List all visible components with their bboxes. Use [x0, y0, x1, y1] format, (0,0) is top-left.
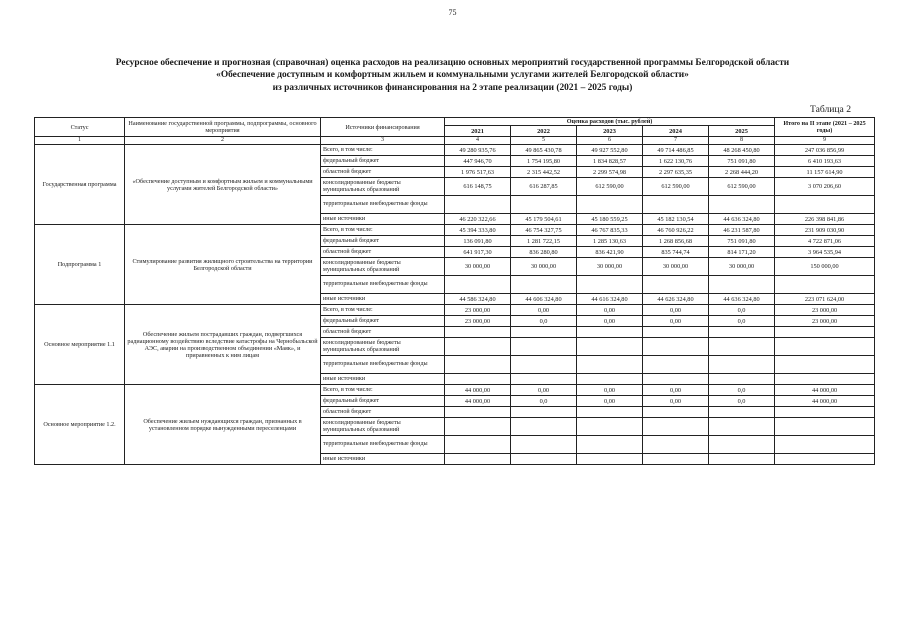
amount-cell [577, 327, 643, 338]
amount-cell [709, 407, 775, 418]
total-cell: 44 000,00 [775, 396, 875, 407]
amount-cell [445, 338, 511, 356]
amount-cell [511, 418, 577, 436]
amount-cell: 44 000,00 [445, 396, 511, 407]
amount-cell: 44 000,00 [445, 385, 511, 396]
amount-cell: 1 754 195,80 [511, 156, 577, 167]
funding-source: областной бюджет [321, 407, 445, 418]
section-name: Обеспечение жильем пострадавших граждан, подвергшихся радиационному воздействию вследствие катастрофы на Чернобыльской АЭС, аварии на производственном объединении «Маяк», и приравненных к ним лицам [125, 305, 321, 385]
amount-cell [445, 327, 511, 338]
funding-source: Всего, в том числе: [321, 225, 445, 236]
amount-cell [577, 374, 643, 385]
amount-cell: 612 590,00 [643, 178, 709, 196]
title-line-1: Ресурсное обеспечение и прогнозная (справочная) оценка расходов на реализацию основных мероприятий государственной программы Белгородской области [115, 58, 790, 68]
amount-cell: 46 760 926,22 [643, 225, 709, 236]
col-number: 7 [643, 137, 709, 145]
total-cell [775, 327, 875, 338]
amount-cell: 1 268 856,68 [643, 236, 709, 247]
funding-source: иные источники [321, 214, 445, 225]
total-cell: 223 071 624,00 [775, 294, 875, 305]
table-row [35, 385, 875, 396]
amount-cell: 0,00 [643, 305, 709, 316]
table-row [35, 145, 875, 156]
funding-source: территориальные внебюджетные фонды [321, 196, 445, 214]
funding-source: федеральный бюджет [321, 316, 445, 327]
section-name: Обеспечение жильем нуждающихся граждан, признанных в установленном порядке вынужденными переселенцами [125, 385, 321, 465]
amount-cell: 0,00 [511, 305, 577, 316]
amount-cell: 616 148,75 [445, 178, 511, 196]
amount-cell [577, 356, 643, 374]
total-cell: 6 410 193,63 [775, 156, 875, 167]
title-line-3: из различных источников финансирования на 2 этапе реализации (2021 – 2025 годы) [272, 82, 633, 93]
amount-cell: 0,00 [643, 316, 709, 327]
amount-cell: 0,0 [709, 305, 775, 316]
amount-cell: 751 091,80 [709, 236, 775, 247]
amount-cell: 49 927 552,80 [577, 145, 643, 156]
amount-cell: 23 000,00 [445, 316, 511, 327]
funding-source: Всего, в том числе: [321, 385, 445, 396]
amount-cell: 1 622 130,76 [643, 156, 709, 167]
amount-cell [445, 418, 511, 436]
amount-cell [643, 338, 709, 356]
section-name: Стимулирование развития жилищного строительства на территории Белгородской области [125, 225, 321, 305]
header-name: Наименование государственной программы, подпрограммы, основного мероприятия [125, 118, 321, 137]
funding-source: иные источники [321, 294, 445, 305]
amount-cell [511, 374, 577, 385]
amount-cell [577, 436, 643, 454]
section-status: Основное мероприятие 1.2. [35, 385, 125, 465]
funding-source: федеральный бюджет [321, 156, 445, 167]
amount-cell [643, 356, 709, 374]
amount-cell: 23 000,00 [445, 305, 511, 316]
col-number: 5 [511, 137, 577, 145]
amount-cell [577, 407, 643, 418]
total-cell: 23 000,00 [775, 316, 875, 327]
funding-source: территориальные внебюджетные фонды [321, 276, 445, 294]
total-cell: 226 398 841,86 [775, 214, 875, 225]
amount-cell: 45 394 333,80 [445, 225, 511, 236]
section-status: Основное мероприятие 1.1 [35, 305, 125, 385]
funding-source: консолидированные бюджеты муниципальных образований [321, 258, 445, 276]
title-line-2: «Обеспечение доступным и комфортным жильем и коммунальными услугами жителей Белгородской области» [216, 70, 689, 81]
funding-source: федеральный бюджет [321, 396, 445, 407]
amount-cell [445, 436, 511, 454]
amount-cell: 45 182 130,54 [643, 214, 709, 225]
amount-cell: 0,0 [511, 316, 577, 327]
total-cell [775, 374, 875, 385]
amount-cell [709, 338, 775, 356]
amount-cell: 1 834 828,57 [577, 156, 643, 167]
total-cell: 3 964 535,94 [775, 247, 875, 258]
amount-cell: 835 744,74 [643, 247, 709, 258]
header-year-2023: 2023 [577, 126, 643, 137]
amount-cell: 30 000,00 [643, 258, 709, 276]
amount-cell [709, 418, 775, 436]
total-cell [775, 196, 875, 214]
amount-cell: 44 636 324,80 [709, 294, 775, 305]
amount-cell: 1 976 517,63 [445, 167, 511, 178]
amount-cell: 1 281 722,15 [511, 236, 577, 247]
funding-table [34, 117, 875, 465]
total-cell: 11 157 614,90 [775, 167, 875, 178]
amount-cell [445, 276, 511, 294]
total-cell [775, 436, 875, 454]
amount-cell [445, 374, 511, 385]
amount-cell [709, 356, 775, 374]
col-number: 4 [445, 137, 511, 145]
table-row [35, 305, 875, 316]
amount-cell: 49 865 430,78 [511, 145, 577, 156]
col-number: 9 [775, 137, 875, 145]
amount-cell [511, 407, 577, 418]
amount-cell [511, 454, 577, 465]
amount-cell: 751 091,80 [709, 156, 775, 167]
total-cell: 150 000,00 [775, 258, 875, 276]
amount-cell [643, 196, 709, 214]
amount-cell: 0,00 [577, 305, 643, 316]
header-year-2024: 2024 [643, 126, 709, 137]
funding-source: областной бюджет [321, 247, 445, 258]
page-number: 75 [448, 8, 457, 17]
amount-cell [445, 356, 511, 374]
funding-source: Всего, в том числе: [321, 305, 445, 316]
total-cell [775, 276, 875, 294]
amount-cell [643, 276, 709, 294]
total-cell [775, 418, 875, 436]
table-label: Таблица 2 [809, 104, 851, 115]
section-status: Государственная программа [35, 145, 125, 225]
amount-cell [643, 327, 709, 338]
funding-source: консолидированные бюджеты муниципальных образований [321, 418, 445, 436]
amount-cell: 46 231 587,80 [709, 225, 775, 236]
amount-cell [709, 276, 775, 294]
amount-cell: 0,00 [577, 316, 643, 327]
amount-cell: 46 220 322,66 [445, 214, 511, 225]
col-number: 2 [125, 137, 321, 145]
amount-cell: 30 000,00 [577, 258, 643, 276]
amount-cell: 836 421,90 [577, 247, 643, 258]
amount-cell: 2 297 635,35 [643, 167, 709, 178]
total-cell: 44 000,00 [775, 385, 875, 396]
total-cell: 247 036 856,99 [775, 145, 875, 156]
amount-cell: 0,0 [709, 385, 775, 396]
amount-cell: 836 280,80 [511, 247, 577, 258]
header-year-2025: 2025 [709, 126, 775, 137]
section-status: Подпрограмма 1 [35, 225, 125, 305]
amount-cell: 0,0 [511, 396, 577, 407]
header-year-2021: 2021 [445, 126, 511, 137]
amount-cell [709, 454, 775, 465]
amount-cell [511, 338, 577, 356]
amount-cell [709, 327, 775, 338]
total-cell [775, 356, 875, 374]
funding-source: федеральный бюджет [321, 236, 445, 247]
header-row [35, 118, 875, 126]
amount-cell: 0,00 [643, 385, 709, 396]
amount-cell: 612 590,00 [577, 178, 643, 196]
amount-cell [511, 196, 577, 214]
funding-source: областной бюджет [321, 167, 445, 178]
funding-source: иные источники [321, 374, 445, 385]
amount-cell: 49 714 486,85 [643, 145, 709, 156]
amount-cell [709, 196, 775, 214]
header-status: Статус [35, 118, 125, 137]
amount-cell: 44 626 324,80 [643, 294, 709, 305]
amount-cell: 616 287,85 [511, 178, 577, 196]
amount-cell: 0,0 [709, 396, 775, 407]
header-year-2022: 2022 [511, 126, 577, 137]
amount-cell [577, 196, 643, 214]
amount-cell: 44 636 324,80 [709, 214, 775, 225]
amount-cell: 49 280 935,76 [445, 145, 511, 156]
total-cell [775, 407, 875, 418]
amount-cell [643, 407, 709, 418]
col-number: 8 [709, 137, 775, 145]
section-name: «Обеспечение доступным и комфортным жильем и коммунальными услугами жителей Белгородской области» [125, 145, 321, 225]
amount-cell: 612 590,00 [709, 178, 775, 196]
header-total: Итого на II этапе (2021 – 2025 годы) [775, 118, 875, 137]
col-number: 6 [577, 137, 643, 145]
amount-cell [511, 327, 577, 338]
amount-cell: 1 285 130,63 [577, 236, 643, 247]
amount-cell: 0,00 [511, 385, 577, 396]
amount-cell: 2 315 442,52 [511, 167, 577, 178]
amount-cell [577, 454, 643, 465]
amount-cell [511, 276, 577, 294]
amount-cell: 0,00 [577, 385, 643, 396]
amount-cell [511, 356, 577, 374]
amount-cell: 447 946,70 [445, 156, 511, 167]
total-cell [775, 338, 875, 356]
amount-cell: 0,00 [577, 396, 643, 407]
amount-cell: 641 917,30 [445, 247, 511, 258]
amount-cell: 0,0 [709, 316, 775, 327]
amount-cell: 48 268 450,80 [709, 145, 775, 156]
funding-source: иные источники [321, 454, 445, 465]
amount-cell [445, 454, 511, 465]
amount-cell [643, 454, 709, 465]
amount-cell [709, 436, 775, 454]
header-source: Источники финансирования [321, 118, 445, 137]
funding-source: территориальные внебюджетные фонды [321, 356, 445, 374]
amount-cell: 2 268 444,20 [709, 167, 775, 178]
amount-cell: 44 586 324,80 [445, 294, 511, 305]
funding-source: консолидированные бюджеты муниципальных образований [321, 338, 445, 356]
amount-cell: 136 091,80 [445, 236, 511, 247]
amount-cell [643, 418, 709, 436]
total-cell: 231 909 030,90 [775, 225, 875, 236]
funding-source: областной бюджет [321, 327, 445, 338]
amount-cell: 44 616 324,80 [577, 294, 643, 305]
amount-cell [577, 276, 643, 294]
funding-source: консолидированные бюджеты муниципальных образований [321, 178, 445, 196]
amount-cell: 30 000,00 [709, 258, 775, 276]
funding-source: Всего, в том числе: [321, 145, 445, 156]
amount-cell [577, 418, 643, 436]
amount-cell [577, 338, 643, 356]
total-cell [775, 454, 875, 465]
table-row [35, 225, 875, 236]
amount-cell: 0,00 [643, 396, 709, 407]
col-number: 3 [321, 137, 445, 145]
amount-cell: 46 767 835,33 [577, 225, 643, 236]
amount-cell: 30 000,00 [511, 258, 577, 276]
col-number: 1 [35, 137, 125, 145]
amount-cell [643, 436, 709, 454]
funding-source: территориальные внебюджетные фонды [321, 436, 445, 454]
amount-cell [643, 374, 709, 385]
total-cell: 4 722 871,06 [775, 236, 875, 247]
column-numbers-row [35, 137, 875, 145]
amount-cell [511, 436, 577, 454]
document-title [0, 57, 905, 94]
header-estimate: Оценка расходов (тыс. рублей) [445, 118, 775, 126]
amount-cell [445, 196, 511, 214]
amount-cell: 45 179 504,61 [511, 214, 577, 225]
amount-cell: 30 000,00 [445, 258, 511, 276]
amount-cell: 45 180 559,25 [577, 214, 643, 225]
amount-cell [709, 374, 775, 385]
amount-cell [445, 407, 511, 418]
total-cell: 23 000,00 [775, 305, 875, 316]
amount-cell: 2 299 574,98 [577, 167, 643, 178]
total-cell: 3 070 206,60 [775, 178, 875, 196]
amount-cell: 44 606 324,80 [511, 294, 577, 305]
amount-cell: 814 171,20 [709, 247, 775, 258]
amount-cell: 46 754 327,75 [511, 225, 577, 236]
